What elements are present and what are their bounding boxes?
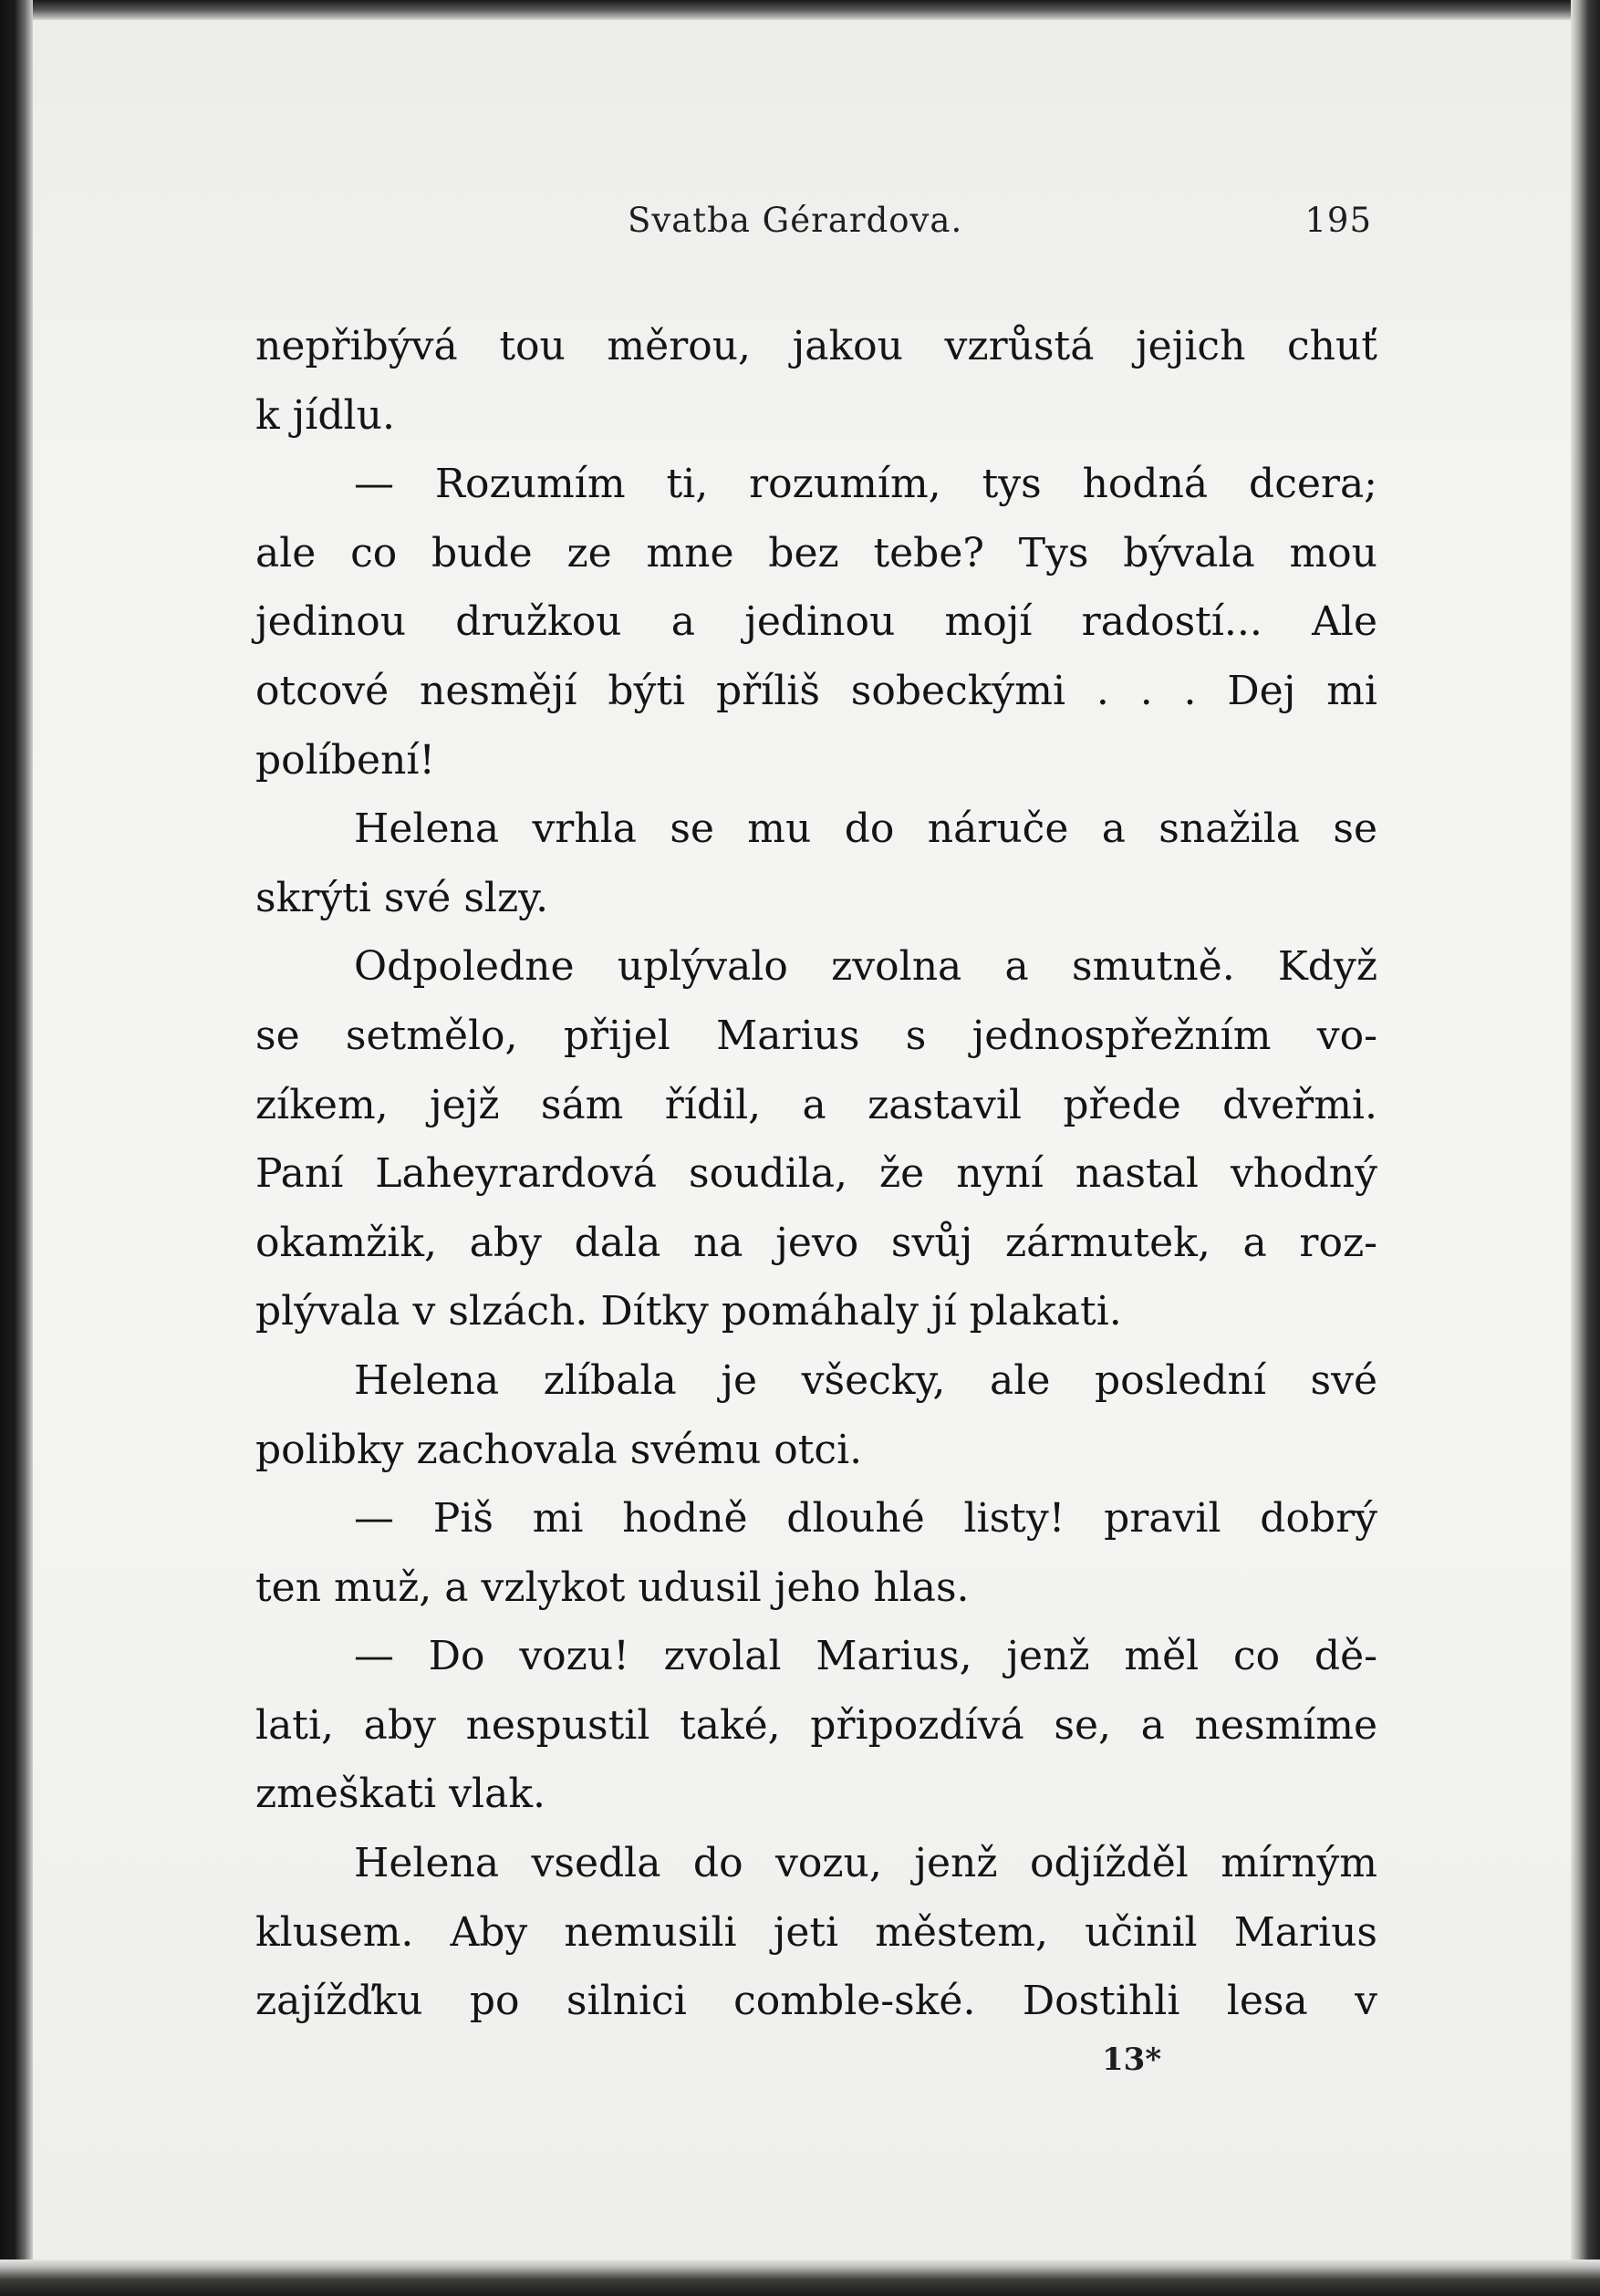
text-line: zajížďku po silnici comble-ské. Dostihli lesa v [255, 1978, 1377, 2025]
running-header [290, 201, 1376, 255]
text-line: ale co bude ze mne bez tebe? Tys bývala mou [255, 529, 1377, 577]
scan-edge-bottom [0, 2260, 1600, 2296]
text-line: — Rozumím ti, rozumím, tys hodná dcera; [354, 461, 1377, 508]
text-line: ten muž, a vzlykot udusil jeho hlas. [255, 1564, 970, 1611]
running-title: Svatba Gérardova. [628, 201, 963, 240]
text-line: Helena vsedla do vozu, jenž odjížděl mírným [354, 1840, 1377, 1887]
page-number: 195 [1304, 201, 1372, 240]
book-page [33, 20, 1571, 2260]
text-line: nepřibývá tou měrou, jakou vzrůstá jejich chuť [255, 323, 1377, 369]
text-line: políbení! [255, 736, 436, 784]
text-line: — Piš mi hodně dlouhé listy! pravil dobrý [354, 1495, 1377, 1543]
text-line: okamžik, aby dala na jevo svůj zármutek, a roz- [255, 1219, 1377, 1266]
text-line: otcové nesmějí býti příliš sobeckými . . . Dej mi [255, 667, 1377, 714]
text-line: plývala v slzách. Dítky pomáhaly jí plakati. [255, 1288, 1122, 1335]
text-line: k jídlu. [255, 391, 395, 439]
text-line: Paní Laheyrardová soudila, že nyní nastal vhodný [255, 1150, 1377, 1198]
text-line: — Do vozu! zvolal Marius, jenž měl co dě- [354, 1633, 1377, 1680]
scan-edge-left [0, 0, 33, 2296]
scan-edge-top [0, 0, 1600, 20]
body-text [255, 312, 1377, 2036]
text-line: Helena zlíbala je všecky, ale poslední své [354, 1356, 1377, 1404]
text-line: zmeškati vlak. [255, 1771, 545, 1818]
text-line: lati, aby nespustil také, připozdívá se, a nesmíme [255, 1701, 1377, 1749]
text-line: se setmělo, přijel Marius s jednospřežním vo- [255, 1012, 1377, 1059]
text-line: jedinou družkou a jedinou mojí radostí... Ale [255, 598, 1377, 646]
signature-mark: 13* [1102, 2041, 1162, 2078]
text-line: skrýti své slzy. [255, 874, 549, 921]
text-line: polibky zachovala svému otci. [255, 1426, 863, 1473]
text-line: Helena vrhla se mu do náruče a snažila se [354, 805, 1377, 853]
scan-edge-right [1571, 0, 1600, 2296]
text-line: zíkem, jejž sám řídil, a zastavil přede dveřmi. [255, 1081, 1377, 1128]
text-line: klusem. Aby nemusili jeti městem, učinil Marius [255, 1908, 1377, 1956]
text-line: Odpoledne uplývalo zvolna a smutně. Když [354, 943, 1377, 991]
